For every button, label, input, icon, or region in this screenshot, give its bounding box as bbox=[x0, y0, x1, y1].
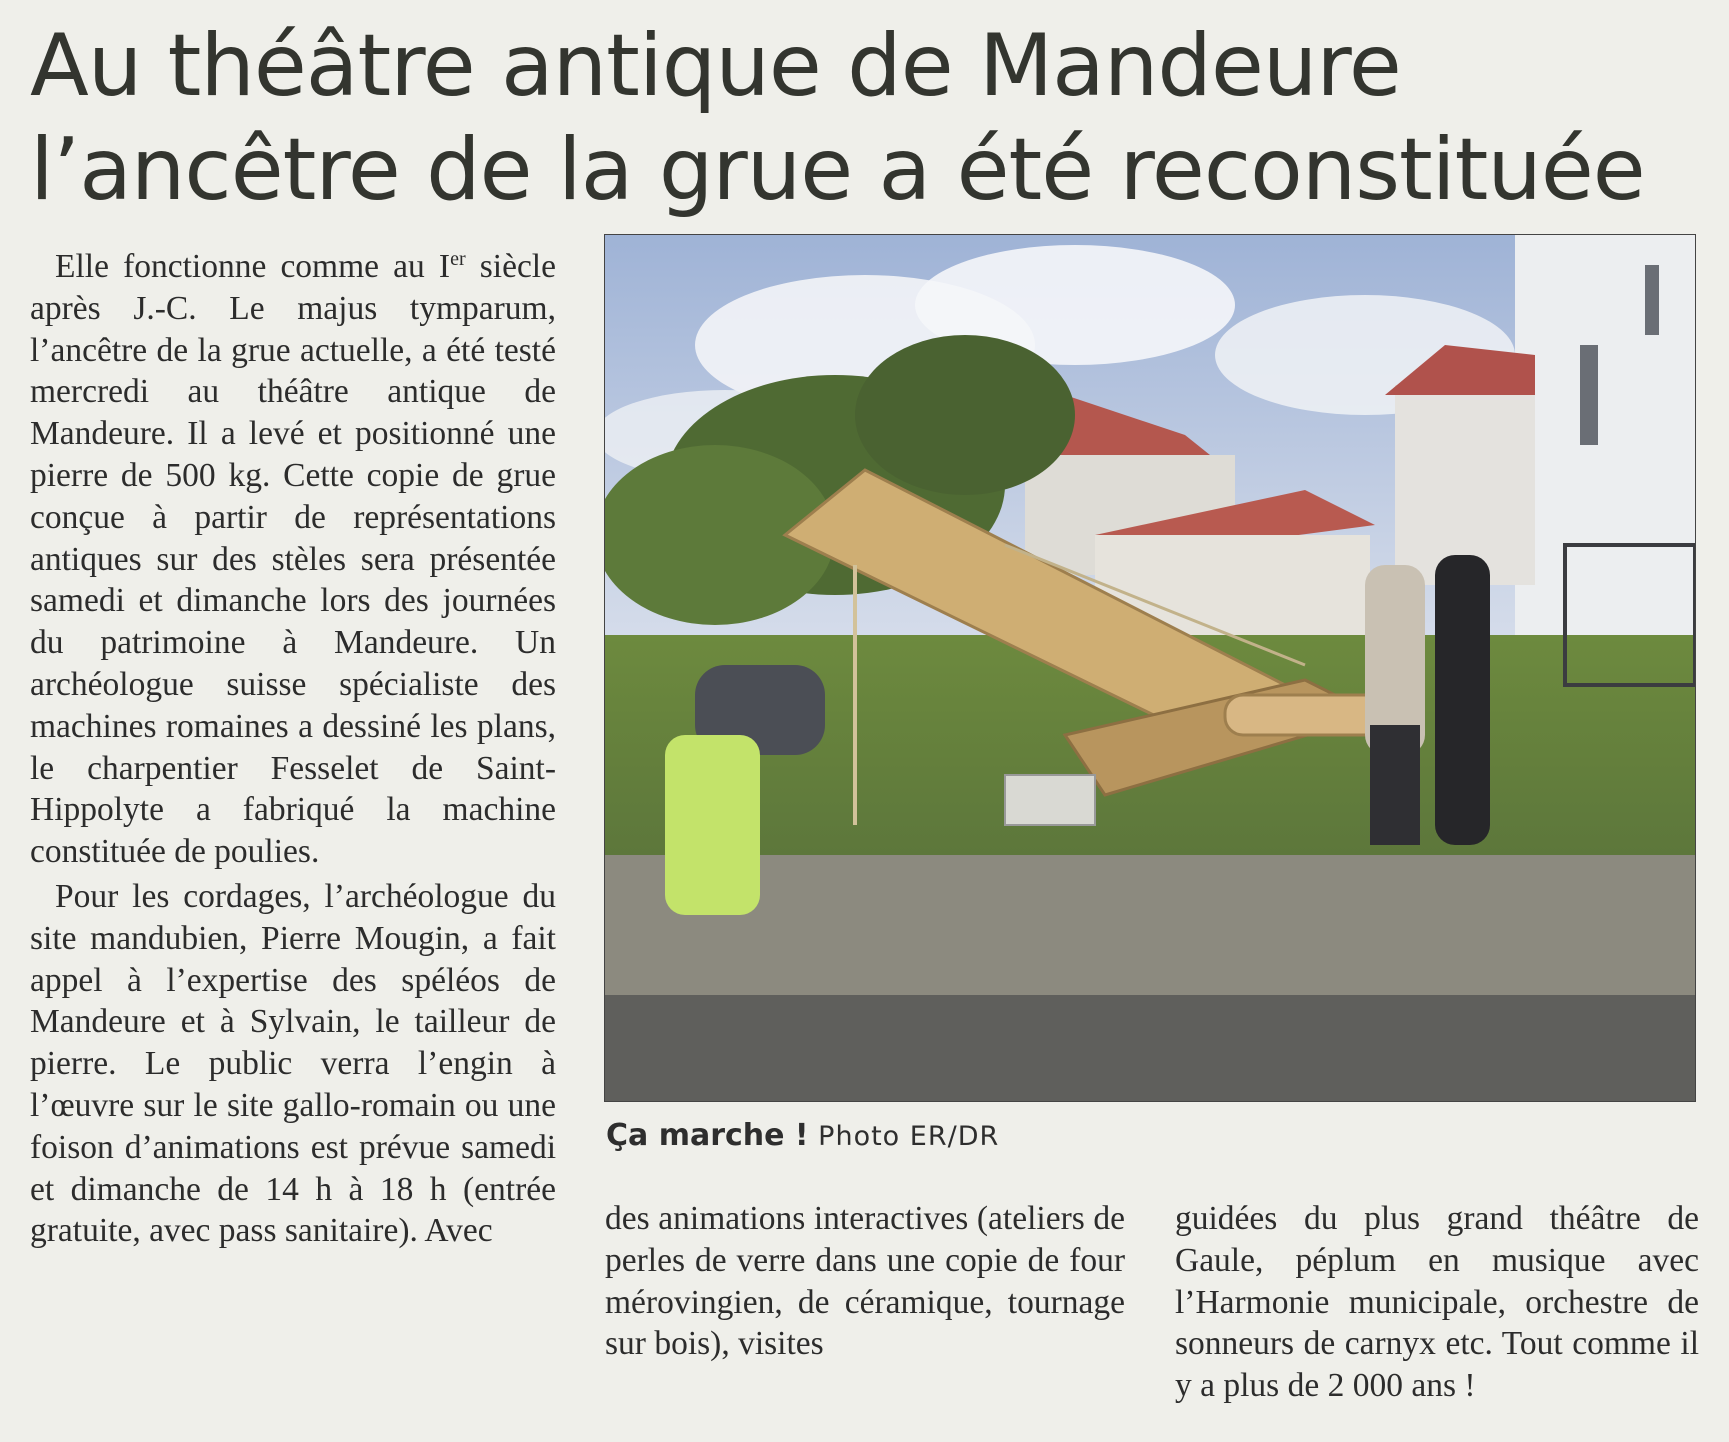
worker-right-1-legs bbox=[1370, 725, 1420, 845]
crane-scene-illustration bbox=[605, 235, 1695, 1101]
road bbox=[605, 995, 1695, 1101]
headline-line-2: l’ancêtre de la grue a été reconstituée bbox=[30, 120, 1645, 220]
paragraph-1-rest: siècle après J.-C. Le majus tymparum, l’ancêtre de la grue actuelle, a été testé mercredi au théâtre antique de Mandeure. Il a levé et positionné une pierre de 500 kg. Cette copie de grue conçue à partir de représentations antiques sur des stèles sera présentée samedi et dimanche lors des journées du patrimoine à Mandeure. Un archéologue suisse spécialiste des machines romaines a dessiné les plans, le charpentier Fesselet de Saint-Hippolyte a fabriqué la machine constituée de poulies. bbox=[30, 248, 556, 871]
article-column-right bbox=[1175, 1198, 1699, 1407]
paragraph-4: guidées du plus grand théâtre de Gaule, péplum en musique avec l’Harmonie municipale, orchestre de sonneurs de carnyx etc. Tout comme il y a plus de 2 000 ans ! bbox=[1175, 1200, 1699, 1405]
caption-text: Ça marche ! bbox=[606, 1118, 809, 1153]
paragraph-2: Pour les cordages, l’archéologue du site mandubien, Pierre Mougin, a fait appel à l’expertise des spéléos de Mandeure et à Sylvain, le tailleur de pierre. Le public verra l’engin à l’œuvre sur le site gallo-romain ou une foison d’animations est prévue samedi et dimanche de 14 h à 18 h (entrée gratuite, avec pass sanitaire). Avec bbox=[30, 877, 556, 1250]
worker-left-legs bbox=[665, 735, 760, 915]
photo-caption bbox=[606, 1118, 999, 1153]
photo-credit: Photo ER/DR bbox=[818, 1121, 1000, 1152]
article-photo bbox=[604, 234, 1696, 1102]
article-column-left bbox=[30, 246, 556, 1252]
headline bbox=[30, 14, 1710, 222]
paragraph-1 bbox=[30, 246, 556, 873]
worker-right-2 bbox=[1435, 555, 1490, 845]
paragraph-3: des animations interactives (ateliers de perles de verre dans une copie de four mérovingien, de céramique, tournage sur bois), visites bbox=[605, 1200, 1125, 1363]
building-window-2 bbox=[1580, 345, 1598, 445]
gravel-path bbox=[605, 855, 1695, 995]
building-window-1 bbox=[1645, 265, 1659, 335]
stone-block bbox=[1005, 775, 1095, 825]
headline-line-1: Au théâtre antique de Mandeure bbox=[30, 16, 1401, 116]
article-column-middle bbox=[605, 1198, 1125, 1365]
tree-center bbox=[855, 335, 1075, 495]
paragraph-1-start: Elle fonctionne comme au I bbox=[55, 248, 451, 285]
superscript-er: er bbox=[450, 247, 466, 270]
